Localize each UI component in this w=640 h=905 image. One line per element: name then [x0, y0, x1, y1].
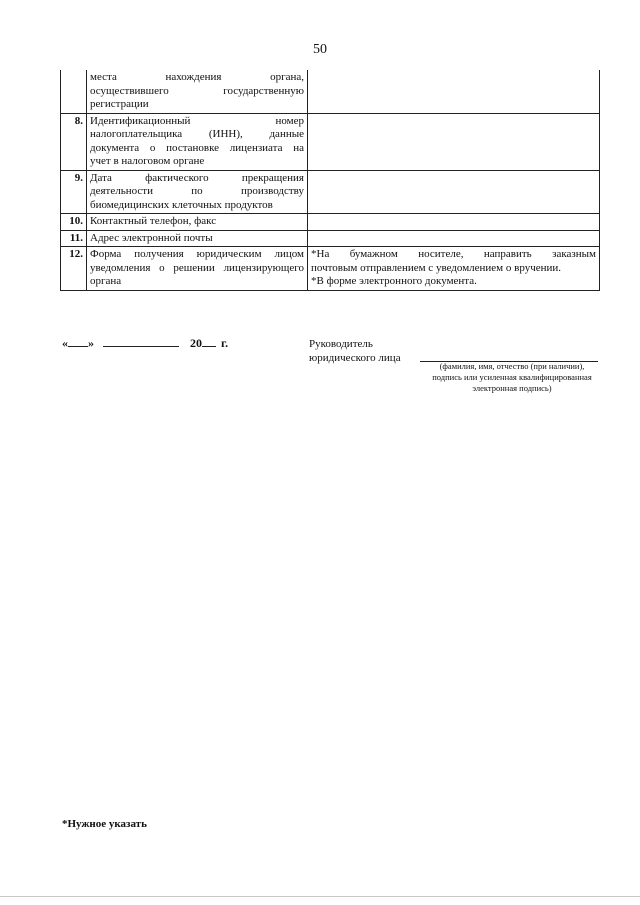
row-label-line: места нахождения органа, — [90, 71, 304, 83]
row-label-line: деятельности по производству — [90, 185, 304, 197]
scan-edge-line — [0, 896, 640, 897]
row-label-line: налогоплательщика (ИНН), данные — [90, 128, 304, 140]
form-table — [60, 70, 600, 291]
row-number: 10. — [61, 214, 87, 231]
row-label-line: регистрации — [90, 98, 149, 110]
date-quote-close: » — [88, 336, 94, 350]
signature-date — [62, 336, 228, 351]
month-blank[interactable] — [103, 346, 179, 347]
row-label-line: Дата фактического прекращения — [90, 171, 304, 184]
row-label — [87, 247, 308, 291]
row-label-line: Идентификационный номер — [90, 114, 304, 127]
signature-title — [309, 337, 401, 365]
form-table-body — [61, 70, 600, 290]
year-blank[interactable] — [202, 346, 216, 347]
row-label — [87, 230, 308, 247]
year-suffix: г. — [221, 336, 229, 350]
row-value-field[interactable] — [308, 170, 600, 214]
table-row — [61, 113, 600, 170]
row-value-line: *В форме электронного документа. — [311, 275, 477, 287]
row-number: 9. — [61, 170, 87, 214]
row-number — [61, 70, 87, 113]
signature-title-line1: Руководитель — [309, 338, 373, 350]
row-value-field[interactable] — [308, 214, 600, 231]
footnote: *Нужное указать — [62, 818, 147, 830]
row-label-line: Адрес электронной почты — [90, 231, 213, 244]
table-row — [61, 230, 600, 247]
row-label-line: органа — [90, 275, 122, 287]
row-number: 11. — [61, 230, 87, 247]
table-row — [61, 247, 600, 291]
year-prefix: 20 — [190, 336, 202, 350]
row-label-line: учет в налоговом органе — [90, 155, 205, 167]
row-number: 8. — [61, 113, 87, 170]
row-label-line: Форма получения юридическим лицом — [90, 248, 304, 260]
row-label-line: биомедицинских клеточных продуктов — [90, 198, 273, 211]
row-value-field[interactable] — [308, 230, 600, 247]
row-label-line: документа о постановке лицензиата на — [90, 141, 304, 154]
row-label — [87, 170, 308, 214]
signature-title-line2: юридического лица — [309, 352, 401, 364]
day-blank[interactable] — [68, 346, 88, 347]
row-value-field[interactable] — [308, 113, 600, 170]
signature-caption-line3: электронная подпись) — [472, 383, 552, 393]
signature-caption-line1: (фамилия, имя, отчество (при наличии), — [439, 361, 585, 371]
table-row — [61, 70, 600, 113]
row-value-line: почтовым отправлением с уведомлением о вручении. — [311, 261, 562, 274]
table-row — [61, 170, 600, 214]
row-label — [87, 113, 308, 170]
row-label-line: уведомления о решении лицензирующего — [90, 261, 304, 274]
row-value-line: *На бумажном носителе, направить заказным — [311, 248, 596, 260]
row-label — [87, 70, 308, 113]
date-quote-open: « — [62, 336, 68, 350]
row-label — [87, 214, 308, 231]
page-number: 50 — [313, 42, 327, 57]
table-row — [61, 214, 600, 231]
signature-caption-line2: подпись или усиленная квалифицированная — [432, 372, 592, 382]
row-label-line: осуществившего государственную — [90, 84, 304, 97]
row-value-field[interactable] — [308, 70, 600, 113]
row-label-line: Контактный телефон, факс — [90, 215, 217, 227]
signature-caption — [414, 361, 610, 394]
row-value-field[interactable] — [308, 247, 600, 291]
row-number: 12. — [61, 247, 87, 291]
